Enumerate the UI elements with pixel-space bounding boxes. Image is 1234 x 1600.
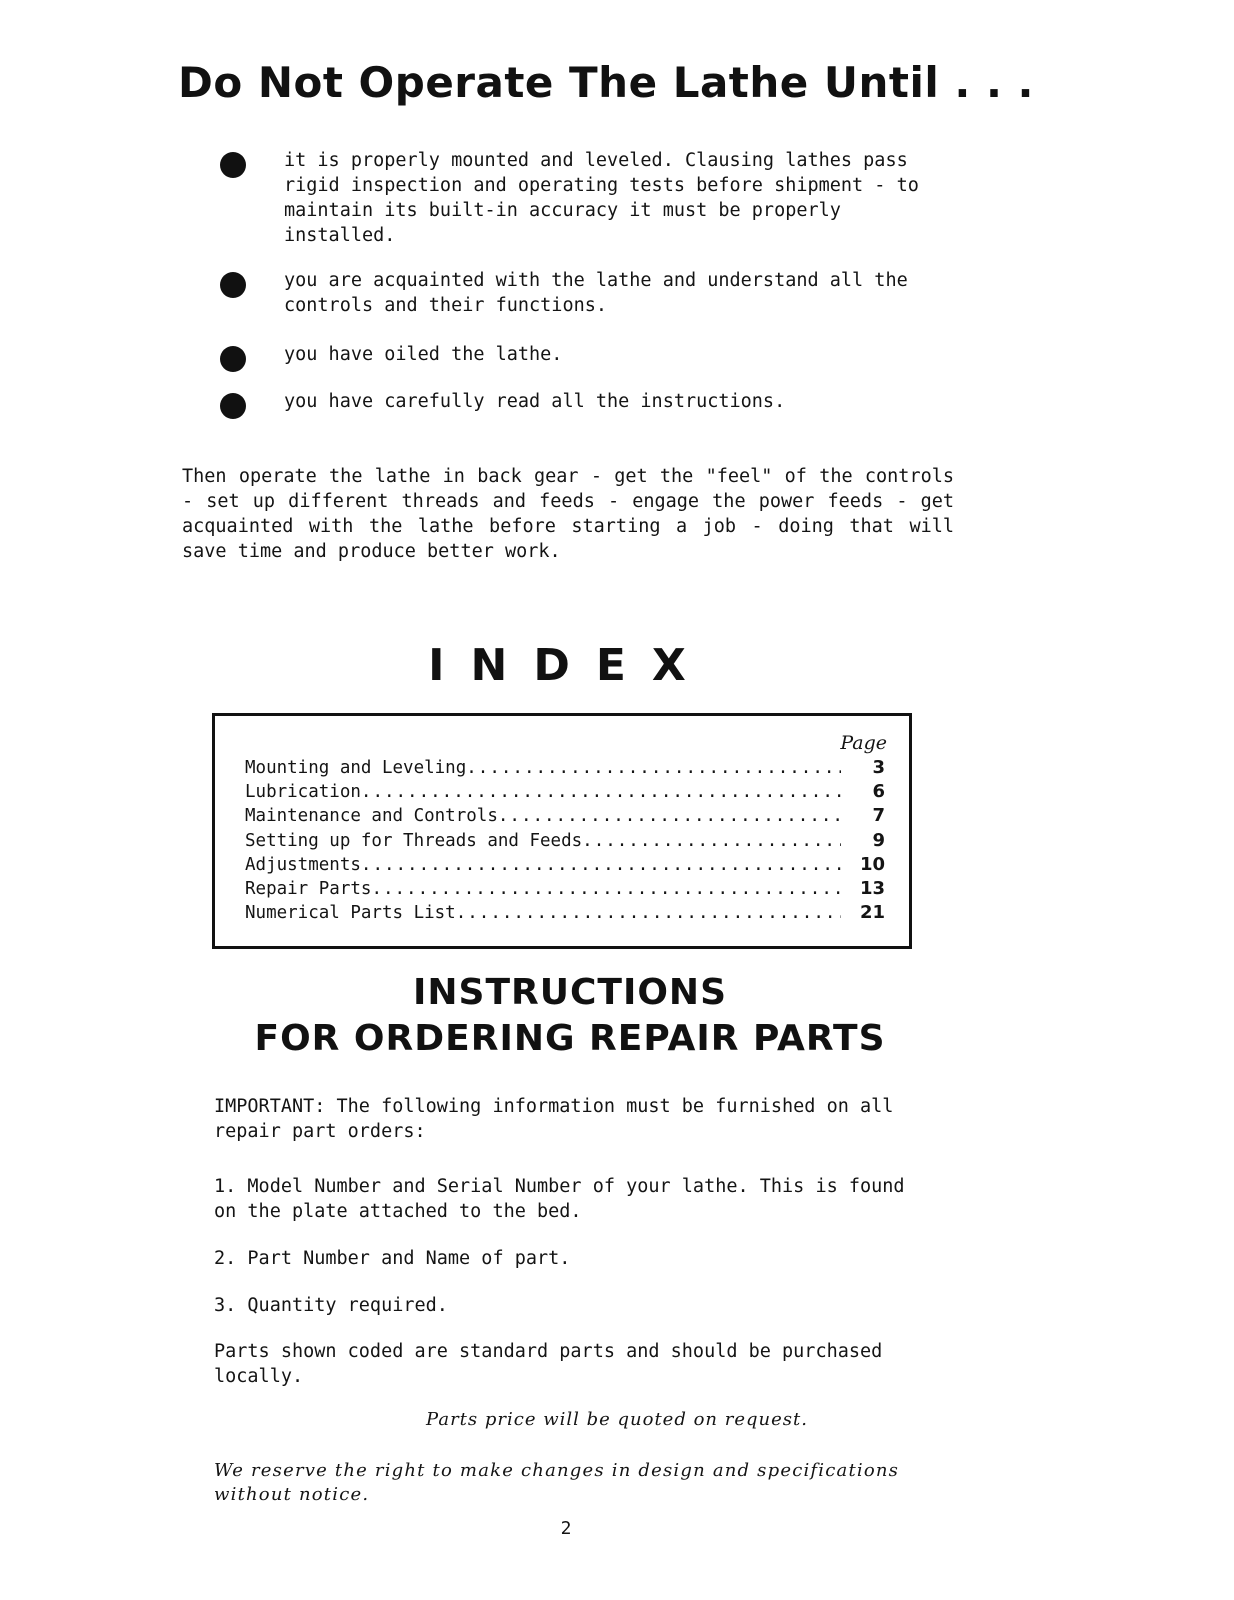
list-item-text: it is properly mounted and leveled. Clausing lathes pass rigid inspection and operating tests before shipment - to maintain its built-in accuracy it must be properly installed. [284, 150, 919, 246]
index-entry-label: Maintenance and Controls [245, 806, 498, 827]
index-page-header: Page [840, 732, 887, 754]
index-entry-label: Adjustments [245, 854, 361, 875]
index-row [245, 877, 885, 901]
list-item-text: you are acquainted with the lathe and understand all the controls and their functions. [284, 270, 908, 316]
index-row [245, 780, 885, 804]
index-entry-page: 9 [872, 829, 885, 851]
page-number: 2 [560, 1518, 572, 1539]
dot-leader [582, 829, 841, 853]
index-entry-label: Repair Parts [245, 879, 372, 900]
dot-leader [456, 901, 841, 925]
important-note: IMPORTANT: The following information must be furnished on all repair part orders: [214, 1096, 894, 1142]
index-entry-page: 10 [859, 853, 885, 875]
list-item [218, 342, 562, 367]
order-item: 3. Quantity required. [214, 1295, 448, 1316]
index-entry-page: 13 [859, 878, 885, 900]
index-row [245, 901, 885, 925]
index-entry-label: Numerical Parts List [245, 903, 456, 924]
index-entry-label: Mounting and Leveling [245, 758, 467, 778]
list-item-text: you have carefully read all the instructions. [284, 391, 786, 412]
instructions-title: INSTRUCTIONS [413, 972, 727, 1013]
index-row [245, 756, 885, 780]
list-item [218, 268, 938, 318]
index-table [212, 713, 912, 949]
index-title: INDEX [428, 640, 712, 691]
dot-leader [361, 853, 841, 877]
bullet-dot-icon [220, 346, 246, 372]
instructions-subtitle: FOR ORDERING REPAIR PARTS [254, 1018, 886, 1059]
bullet-dot-icon [220, 152, 246, 178]
dot-leader [371, 877, 841, 901]
list-item [218, 389, 785, 414]
index-entry-page: 6 [872, 781, 885, 803]
index-entry-label: Setting up for Threads and Feeds [245, 830, 583, 851]
bullet-dot-icon [220, 393, 246, 419]
dot-leader [466, 756, 841, 780]
intro-paragraph: Then operate the lathe in back gear - get the "feel" of the controls - set up different threads and feeds - engage the power feeds - get acquainted with the lathe before starting a job - doing that will save time and produce better work. [182, 466, 954, 562]
reserve-note: We reserve the right to make changes in design and specifications without notice. [214, 1460, 900, 1505]
index-entry-label: Lubrication [245, 782, 361, 803]
order-item: 2. Part Number and Name of part. [214, 1248, 571, 1269]
bullet-dot-icon [220, 272, 246, 298]
order-item: 1. Model Number and Serial Number of your lathe. This is found on the plate attached to the bed. [214, 1176, 905, 1222]
index-entry-page: 21 [859, 902, 885, 924]
parts-note: Parts shown coded are standard parts and should be purchased locally. [214, 1341, 883, 1387]
index-row [245, 829, 885, 853]
price-note: Parts price will be quoted on request. [426, 1409, 808, 1430]
list-item-text: you have oiled the lathe. [284, 344, 563, 365]
page-heading: Do Not Operate The Lathe Until . . . [178, 58, 1034, 107]
index-entry-page: 3 [872, 757, 885, 778]
index-row [245, 804, 885, 828]
dot-leader [498, 804, 841, 828]
index-row [245, 853, 885, 877]
index-rows [245, 756, 885, 925]
index-entry-page: 7 [872, 805, 885, 827]
list-item [218, 148, 938, 248]
dot-leader [361, 780, 841, 804]
